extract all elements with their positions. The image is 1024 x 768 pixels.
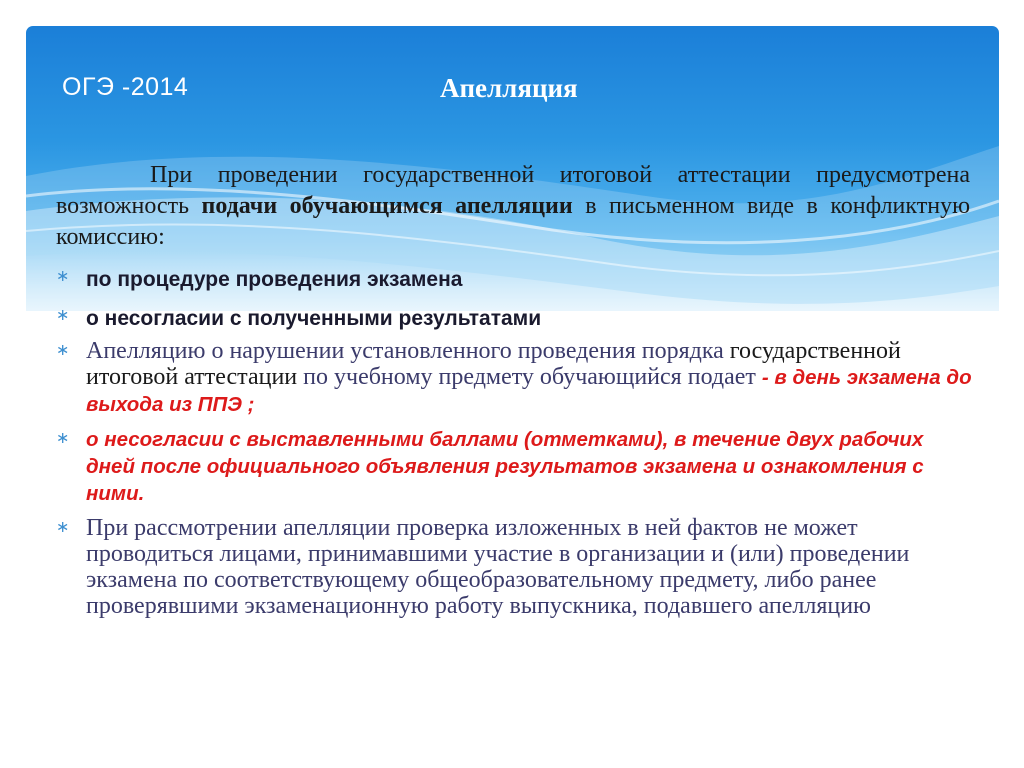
bullet-disagreement-results: о несогласии с полученными результатами [86,307,542,330]
list-item [56,338,976,418]
exam-title: ОГЭ -2014 [62,73,189,101]
intro-text-2: в письменном виде в конфликтную комиссию: [56,193,970,250]
appeal-deadline: - в день экзамена до выхода из ППЭ ; [86,366,972,416]
asterisk-bullet-icon: ∗ [56,428,70,447]
intro-paragraph [56,160,970,253]
bullet-review-conditions: При рассмотрении апелляции проверка изложенных в ней фактов не может проводиться лицами, принимавшими участие в организации и (или) проведении экзамена по соответствующему общеобразовательному предмету, либо ранее проверявшими экзаменационную работу выпускника, подавшего апелляцию [86,515,910,619]
intro-text-1: При проведении государственной итоговой аттестации предусмотрена возможность [56,162,970,219]
asterisk-bullet-icon: ∗ [56,305,70,324]
slide-title: Апелляция [440,73,578,103]
intro-bold-text: подачи обучающимся апелляции [201,193,573,219]
list-item [56,266,976,293]
asterisk-bullet-icon: ∗ [56,340,70,359]
bullet-procedure: по процедуре проведения экзамена [86,268,463,291]
bullet-list [56,266,976,619]
bullet-disagreement-scores: о несогласии с выставленными баллами (отметками), в течение двух рабочих дней после официального объявления результатов экзамена и ознакомления с ними. [86,428,924,505]
appeal-text-1: Апелляцию о нарушении установленного проведения порядка [86,338,730,364]
bullet-appeal-violation [86,338,976,418]
list-item [56,426,976,507]
appeal-text-3: по учебному предмету обучающийся подает [297,364,762,390]
list-item [56,305,976,332]
appeal-text-2: государственной итоговой аттестации [86,338,901,390]
asterisk-bullet-icon: ∗ [56,517,70,536]
list-item [56,515,976,619]
asterisk-bullet-icon: ∗ [56,266,70,285]
